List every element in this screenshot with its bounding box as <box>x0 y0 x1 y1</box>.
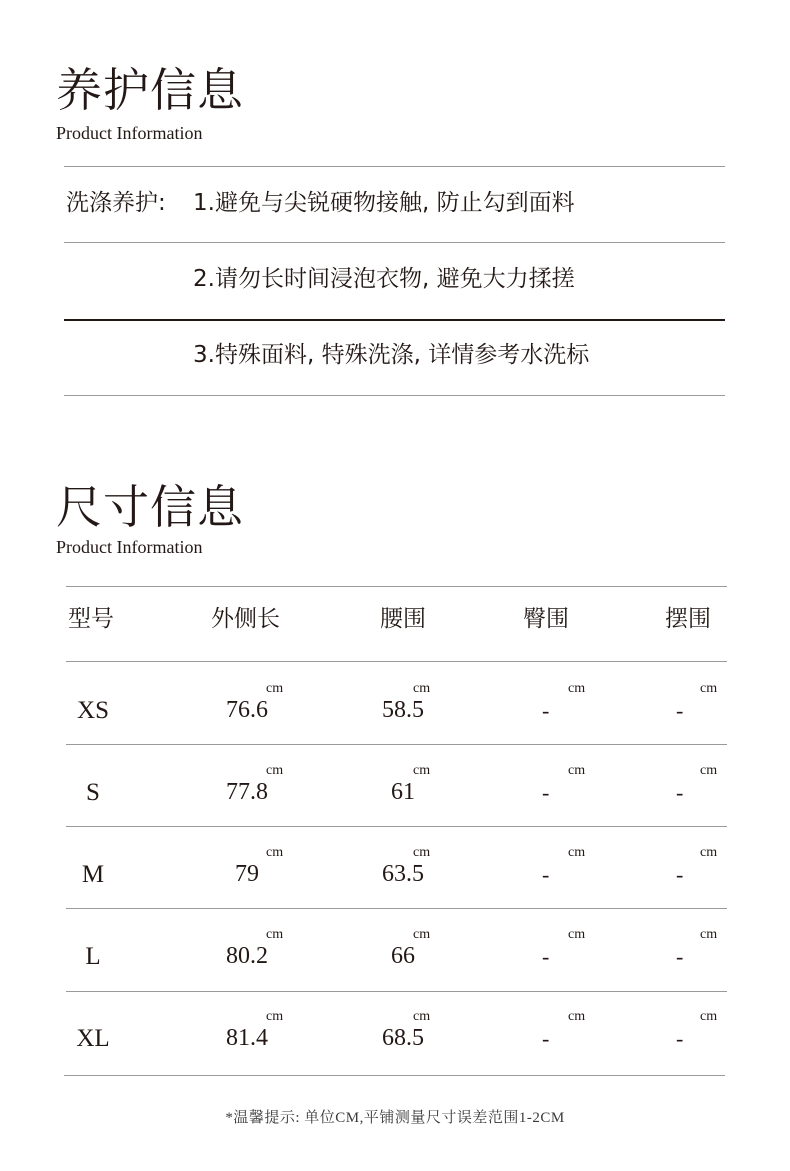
measurement-note: *温馨提示: 单位CM,平铺测量尺寸误差范围1-2CM <box>225 1110 565 1126</box>
care-item-1: 1.避免与尖锐硬物接触, 防止勾到面料 <box>193 190 575 216</box>
size-subtitle: Product Information <box>56 537 203 557</box>
hem-cell: - <box>676 944 684 969</box>
unit-label: cm <box>700 681 718 696</box>
unit-label: cm <box>413 681 431 696</box>
hip-cell: - <box>542 780 550 805</box>
size-cell: L <box>85 943 101 970</box>
care-item-3: 3.特殊面料, 特殊洗涤, 详情参考水洗标 <box>193 342 590 368</box>
size-cell: M <box>81 861 105 888</box>
divider <box>64 242 725 243</box>
unit-label: cm <box>413 927 431 942</box>
care-subtitle: Product Information <box>56 123 203 143</box>
unit-label: cm <box>568 681 586 696</box>
size-cell: XL <box>76 1025 110 1052</box>
unit-label: cm <box>568 845 586 860</box>
waist-cell: 58.5 <box>382 697 424 723</box>
unit-label: cm <box>266 1009 284 1024</box>
divider <box>66 744 727 745</box>
unit-label: cm <box>266 763 284 778</box>
length-cell: 81.4 <box>226 1025 268 1051</box>
divider <box>66 991 727 992</box>
unit-label: cm <box>266 681 284 696</box>
hip-cell: - <box>542 698 550 723</box>
unit-label: cm <box>568 763 586 778</box>
unit-label: cm <box>568 1009 586 1024</box>
unit-label: cm <box>266 927 284 942</box>
hip-cell: - <box>542 944 550 969</box>
unit-label: cm <box>266 845 284 860</box>
hem-cell: - <box>676 780 684 805</box>
table-bottom-border <box>64 1075 725 1076</box>
length-cell: 76.6 <box>226 697 268 723</box>
waist-cell: 66 <box>391 943 415 969</box>
header-hem: 摆围 <box>665 606 711 632</box>
divider <box>66 661 727 662</box>
length-cell: 80.2 <box>226 943 268 969</box>
divider <box>64 166 725 167</box>
care-item-2: 2.请勿长时间浸泡衣物, 避免大力揉搓 <box>193 266 575 292</box>
unit-label: cm <box>700 927 718 942</box>
care-title: 养护信息 <box>56 65 244 116</box>
divider <box>66 826 727 827</box>
length-cell: 79 <box>235 861 259 887</box>
waist-cell: 61 <box>391 779 415 805</box>
unit-label: cm <box>700 845 718 860</box>
header-waist: 腰围 <box>380 606 426 632</box>
header-hip: 臀围 <box>523 606 569 632</box>
header-length: 外侧长 <box>211 606 280 632</box>
size-title: 尺寸信息 <box>56 482 244 533</box>
divider <box>66 908 727 909</box>
hem-cell: - <box>676 698 684 723</box>
size-cell: XS <box>77 697 109 724</box>
care-label: 洗涤养护: <box>66 190 166 216</box>
header-size: 型号 <box>68 606 114 632</box>
hip-cell: - <box>542 1026 550 1051</box>
hem-cell: - <box>676 862 684 887</box>
size-cell: S <box>86 779 100 806</box>
divider <box>64 319 725 321</box>
unit-label: cm <box>413 763 431 778</box>
table-top-border <box>66 586 727 587</box>
length-cell: 77.8 <box>226 779 268 805</box>
waist-cell: 68.5 <box>382 1025 424 1051</box>
unit-label: cm <box>413 845 431 860</box>
unit-label: cm <box>700 763 718 778</box>
hem-cell: - <box>676 1026 684 1051</box>
unit-label: cm <box>413 1009 431 1024</box>
unit-label: cm <box>700 1009 718 1024</box>
hip-cell: - <box>542 862 550 887</box>
divider <box>64 395 725 396</box>
unit-label: cm <box>568 927 586 942</box>
waist-cell: 63.5 <box>382 861 424 887</box>
